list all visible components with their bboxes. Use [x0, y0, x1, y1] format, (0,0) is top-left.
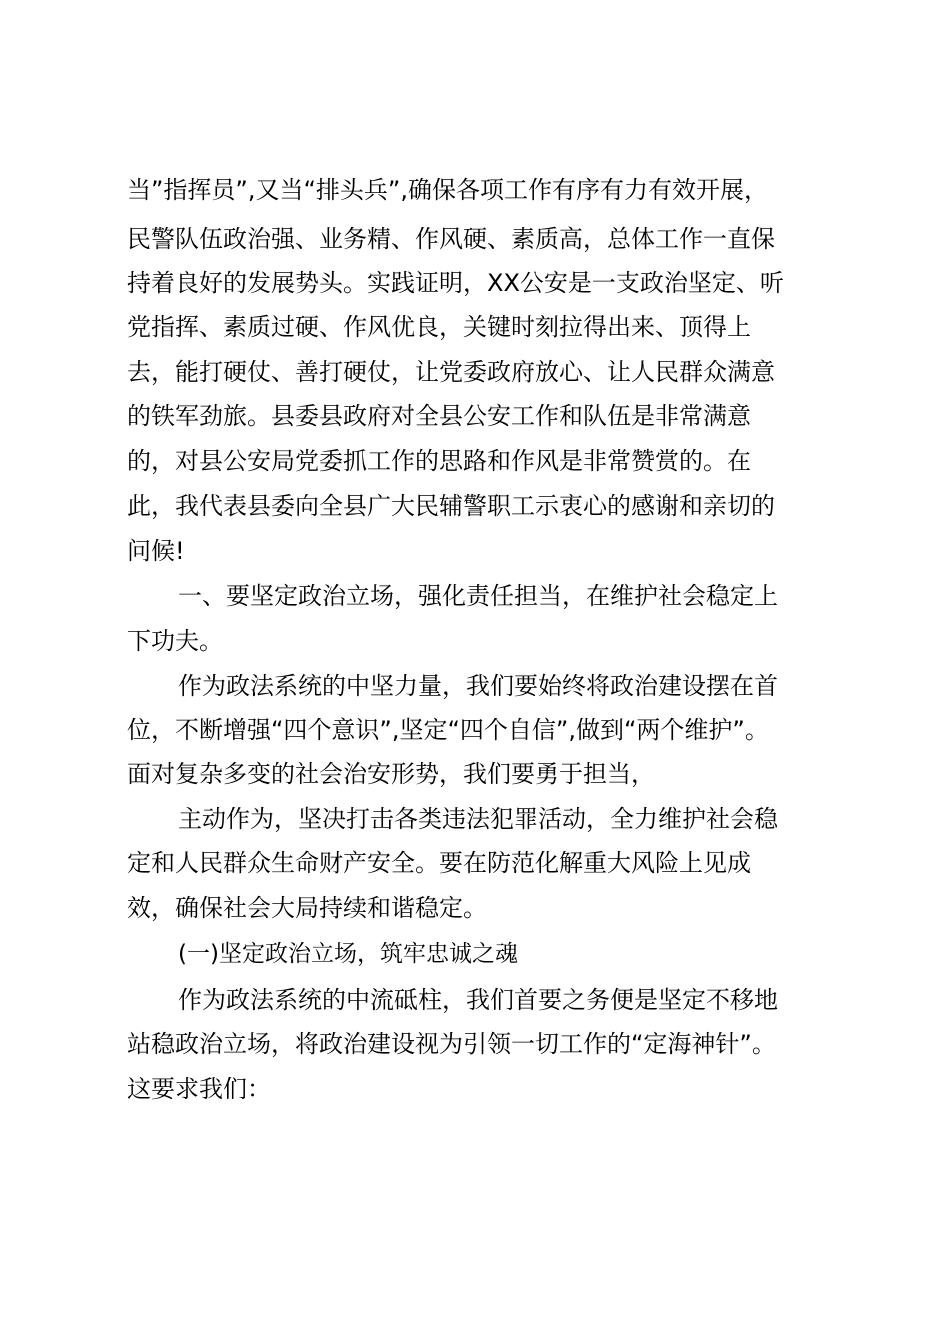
section-heading-line: 一、要坚定政治立场，强化责任担当，在维护社会稳定上 [178, 582, 778, 610]
text-line: 此，我代表县委向全县广大民辅警职工示衷心的感谢和亲切的 [127, 492, 775, 520]
text-line: 问候! [127, 537, 185, 565]
text-line: 作为政法系统的中坚力量，我们要始终将政治建设摆在首 [178, 672, 778, 700]
text-line: 位，不断增强“四个意识”,坚定“四个自信”,做到“两个维护”。 [127, 716, 769, 744]
text-line: 面对复杂多变的社会治安形势，我们要勇于担当， [127, 760, 655, 788]
text-line: 党指挥、素质过硬、作风优良，关键时刻拉得出来、顶得上 [127, 313, 751, 341]
subsection-heading: (一)坚定政治立场，筑牢忠诚之魂 [178, 941, 518, 967]
text-line: 效，确保社会大局持续和谐稳定。 [127, 894, 487, 922]
text-line: 作为政法系统的中流砥柱，我们首要之务便是坚定不移地 [178, 986, 778, 1014]
text-line: 站稳政治立场，将政治建设视为引领一切工作的“定海神针”。 [127, 1030, 776, 1058]
text-line: 民警队伍政治强、业务精、作风硬、素质高，总体工作一直保 [127, 225, 775, 253]
text-line: 去，能打硬仗、善打硬仗，让党委政府放心、让人民群众满意 [127, 358, 775, 386]
text-line: 的铁军劲旅。县委县政府对全县公安工作和队伍是非常满意 [127, 402, 751, 430]
text-line: 定和人民群众生命财产安全。要在防范化解重大风险上见成 [127, 849, 751, 877]
text-line: 持着良好的发展势头。实践证明，XX公安是一支政治坚定、听 [127, 269, 784, 297]
text-line: 当”指挥员”,又当“排头兵”,确保各项工作有序有力有效开展， [127, 176, 768, 204]
text-line: 这要求我们： [127, 1075, 271, 1103]
section-heading-line: 下功夫。 [127, 627, 223, 655]
text-line: 的，对县公安局党委抓工作的思路和作风是非常赞赏的。在 [127, 447, 751, 475]
text-line: 主动作为，坚决打击各类违法犯罪活动，全力维护社会稳 [178, 805, 778, 833]
